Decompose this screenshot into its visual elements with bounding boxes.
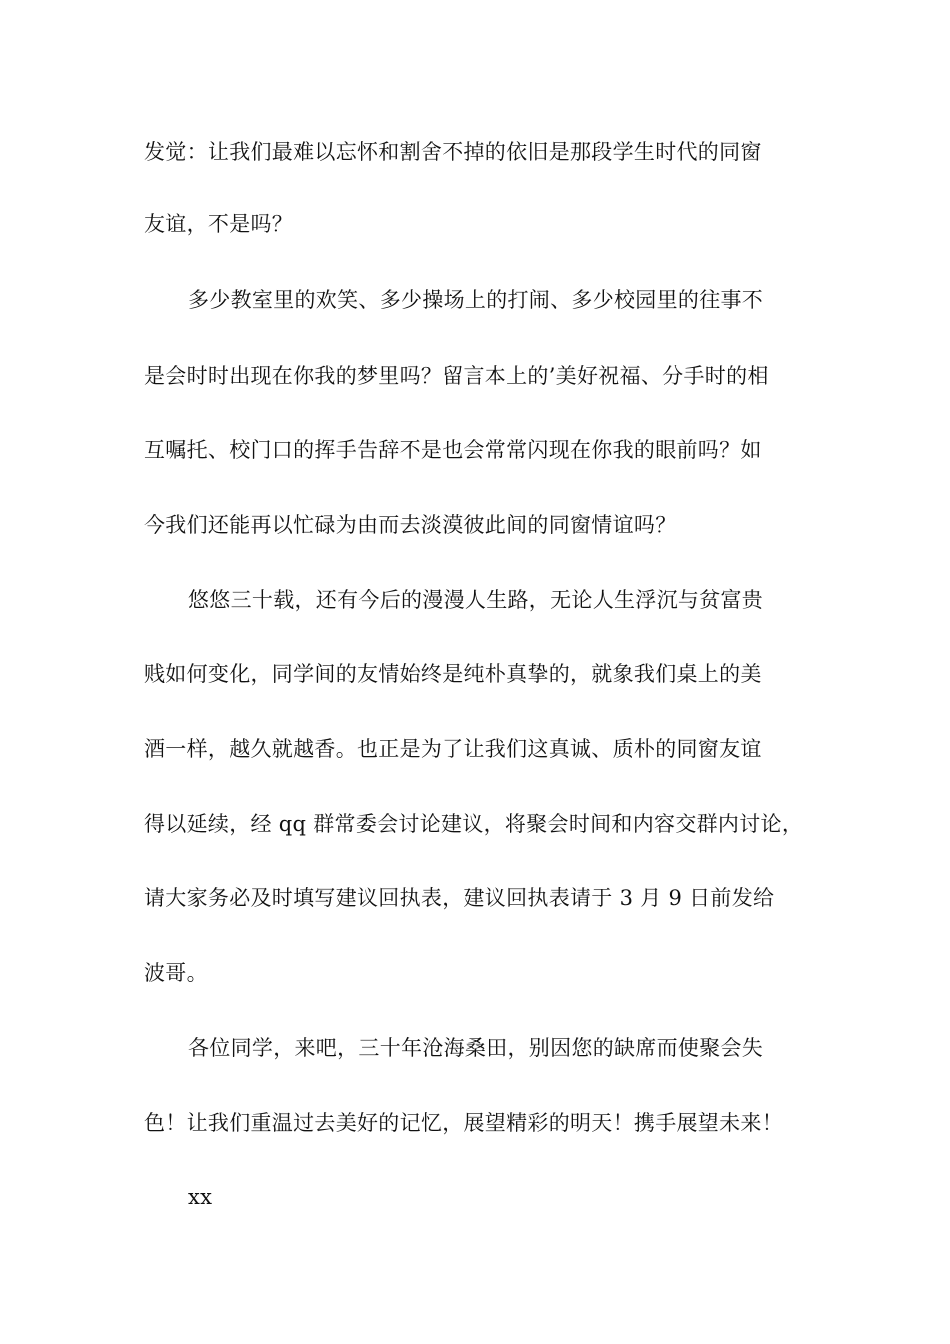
text-line: 今我们还能再以忙碌为由而去淡漠彼此间的同窗情谊吗？	[144, 513, 677, 537]
paragraph-start-line: 多少教室里的欢笑、多少操场上的打闹、多少校园里的往事不	[188, 288, 764, 312]
text-line: 酒一样，越久就越香。也正是为了让我们这真诚、质朴的同窗友谊	[144, 737, 762, 761]
signature-line: xx	[188, 1185, 213, 1209]
text-line: 贱如何变化，同学间的友情始终是纯朴真挚的，就象我们桌上的美	[144, 662, 762, 686]
text-line: 发觉：让我们最难以忘怀和割舍不掉的依旧是那段学生时代的同窗	[144, 140, 762, 164]
text-line: 请大家务必及时填写建议回执表，建议回执表请于 3 月 9 日前发给	[144, 886, 775, 910]
text-line: 波哥。	[144, 961, 208, 985]
text-line: 互嘱托、校门口的挥手告辞不是也会常常闪现在你我的眼前吗？如	[144, 438, 762, 462]
text-line: 得以延续，经 qq 群常委会讨论建议，将聚会时间和内容交群内讨论，	[144, 812, 804, 836]
paragraph-start-line: 悠悠三十载，还有今后的漫漫人生路，无论人生浮沉与贫富贵	[188, 588, 764, 612]
paragraph-start-line: 各位同学，来吧，三十年沧海桑田，别因您的缺席而使聚会失	[188, 1036, 764, 1060]
text-line: 是会时时出现在你我的梦里吗？留言本上的’美好祝福、分手时的相	[144, 364, 769, 388]
text-line: 色！让我们重温过去美好的记忆，展望精彩的明天！携手展望未来！	[144, 1111, 783, 1135]
text-line: 友谊，不是吗？	[144, 212, 294, 236]
